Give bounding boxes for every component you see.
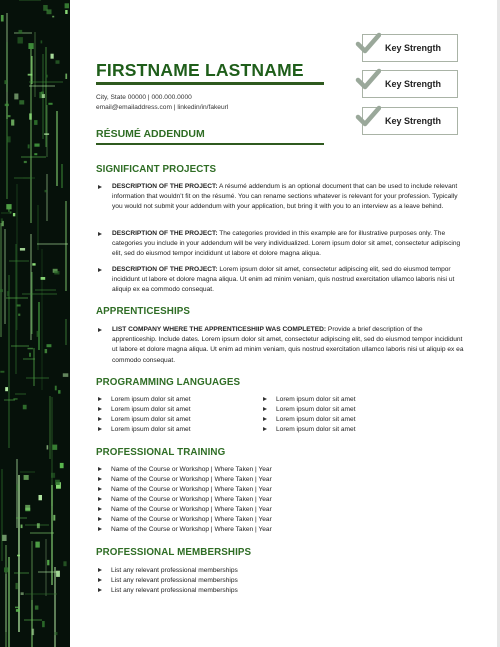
language-item: Lorem ipsum dolor sit amet bbox=[276, 396, 356, 403]
circuit-decoration bbox=[0, 0, 70, 647]
bullet-icon bbox=[98, 487, 102, 491]
apprenticeship-description: Provide a brief description of the apprenticeship. Include dates. Lorem ipsum dolor sit amet, consectetur adipiscing elit, sed do eiusmod tempor incididunt ut labore et dolore magna aliqua. Ut enim ad minim veniam, quis nostrud exercitation ullamco laboris nisi ut aliquip ex ea commodo consequat. bbox=[112, 326, 464, 364]
project-description: The categories provided in this example are for illustrative purposes only. The categories you include in your addendum will be very individualized. Lorem ipsum dolor sit amet, consectetur adipiscing elit, sed do eiusmod tempor incididunt ut labore et dolore magna aliqua. bbox=[112, 230, 461, 258]
language-item: Lorem ipsum dolor sit amet bbox=[276, 426, 356, 433]
subtitle-divider bbox=[96, 143, 324, 145]
membership-item: List any relevant professional memberships bbox=[111, 577, 238, 584]
apprenticeship-label: LIST COMPANY WHERE THE APPRENTICESHIIP WAS COMPLETED: bbox=[112, 326, 327, 333]
checkmark-icon bbox=[355, 66, 381, 92]
language-item: Lorem ipsum dolor sit amet bbox=[111, 426, 191, 433]
section-heading-training: PROFESSIONAL TRAINING bbox=[96, 447, 226, 458]
project-entry bbox=[112, 229, 464, 260]
bullet-icon bbox=[98, 467, 102, 471]
key-strength-box bbox=[362, 34, 458, 62]
language-item: Lorem ipsum dolor sit amet bbox=[276, 416, 356, 423]
training-item: Name of the Course or Workshop | Where Taken | Year bbox=[111, 526, 272, 533]
contact-location-phone: City, State 00000 | 000.000.0000 bbox=[96, 94, 192, 101]
membership-item: List any relevant professional memberships bbox=[111, 587, 238, 594]
language-item: Lorem ipsum dolor sit amet bbox=[111, 406, 191, 413]
bullet-icon bbox=[98, 568, 102, 572]
bullet-icon bbox=[98, 427, 102, 431]
training-item: Name of the Course or Workshop | Where Taken | Year bbox=[111, 506, 272, 513]
document-subtitle: RÉSUMÉ ADDENDUM bbox=[96, 128, 205, 140]
bullet-icon bbox=[98, 527, 102, 531]
name-divider bbox=[96, 82, 324, 85]
training-item: Name of the Course or Workshop | Where Taken | Year bbox=[111, 486, 272, 493]
bullet-icon bbox=[98, 588, 102, 592]
bullet-icon bbox=[98, 517, 102, 521]
bullet-icon bbox=[98, 185, 102, 189]
key-strength-label: Key Strength bbox=[385, 116, 442, 126]
bullet-icon bbox=[263, 407, 267, 411]
bullet-icon bbox=[98, 578, 102, 582]
bullet-icon bbox=[263, 417, 267, 421]
key-strength-box bbox=[362, 107, 458, 135]
bullet-icon bbox=[263, 427, 267, 431]
project-entry bbox=[112, 182, 464, 213]
bullet-icon bbox=[98, 407, 102, 411]
training-item: Name of the Course or Workshop | Where Taken | Year bbox=[111, 476, 272, 483]
bullet-icon bbox=[98, 507, 102, 511]
checkmark-icon bbox=[355, 103, 381, 129]
training-item: Name of the Course or Workshop | Where Taken | Year bbox=[111, 466, 272, 473]
project-label: DESCRIPTION OF THE PROJECT: bbox=[112, 183, 218, 190]
section-heading-languages: PROGRAMMING LANGUAGES bbox=[96, 377, 241, 388]
training-item: Name of the Course or Workshop | Where Taken | Year bbox=[111, 516, 272, 523]
bullet-icon bbox=[98, 417, 102, 421]
project-label: DESCRIPTION OF THE PROJECT: bbox=[112, 266, 218, 273]
section-heading-projects: SIGNIFICANT PROJECTS bbox=[96, 164, 217, 175]
key-strength-label: Key Strength bbox=[385, 43, 442, 53]
key-strength-box bbox=[362, 70, 458, 98]
project-entry bbox=[112, 265, 464, 296]
bullet-icon bbox=[98, 397, 102, 401]
apprenticeship-entry bbox=[112, 325, 464, 366]
bullet-icon bbox=[98, 268, 102, 272]
project-label: DESCRIPTION OF THE PROJECT: bbox=[112, 230, 218, 237]
section-heading-memberships: PROFESSIONAL MEMBERSHIPS bbox=[96, 547, 252, 558]
language-item: Lorem ipsum dolor sit amet bbox=[111, 416, 191, 423]
project-description: Lorem ipsum dolor sit amet, consectetur adipiscing elit, sed do eiusmod tempor incididunt ut labore et dolore magna aliqua. Ut enim ad minim veniam, quis nostrud exercitation ullamco laboris nisi ut aliquip ex ea commodo consequat. bbox=[112, 266, 455, 294]
checkmark-icon bbox=[355, 30, 381, 56]
bullet-icon bbox=[263, 397, 267, 401]
contact-email-linkedin: email@emailaddress.com | linkedin/in/fakeurl bbox=[96, 104, 229, 111]
language-item: Lorem ipsum dolor sit amet bbox=[111, 396, 191, 403]
bullet-icon bbox=[98, 497, 102, 501]
membership-item: List any relevant professional memberships bbox=[111, 567, 238, 574]
language-item: Lorem ipsum dolor sit amet bbox=[276, 406, 356, 413]
project-description: A résumé addendum is an optional document that can be used to include relevant information that wouldn’t fit on the résumé. You can rename sections whatever is relevant for your profession. Typically you would not submit your addendum with your application, but bring it with you to an interview as a leave behind. bbox=[112, 183, 458, 211]
section-heading-apprenticeships: APPRENTICESHIPS bbox=[96, 306, 191, 317]
bullet-icon bbox=[98, 328, 102, 332]
candidate-name: FIRSTNAME LASTNAME bbox=[96, 60, 304, 80]
bullet-icon bbox=[98, 477, 102, 481]
training-item: Name of the Course or Workshop | Where Taken | Year bbox=[111, 496, 272, 503]
key-strength-label: Key Strength bbox=[385, 79, 442, 89]
bullet-icon bbox=[98, 232, 102, 236]
